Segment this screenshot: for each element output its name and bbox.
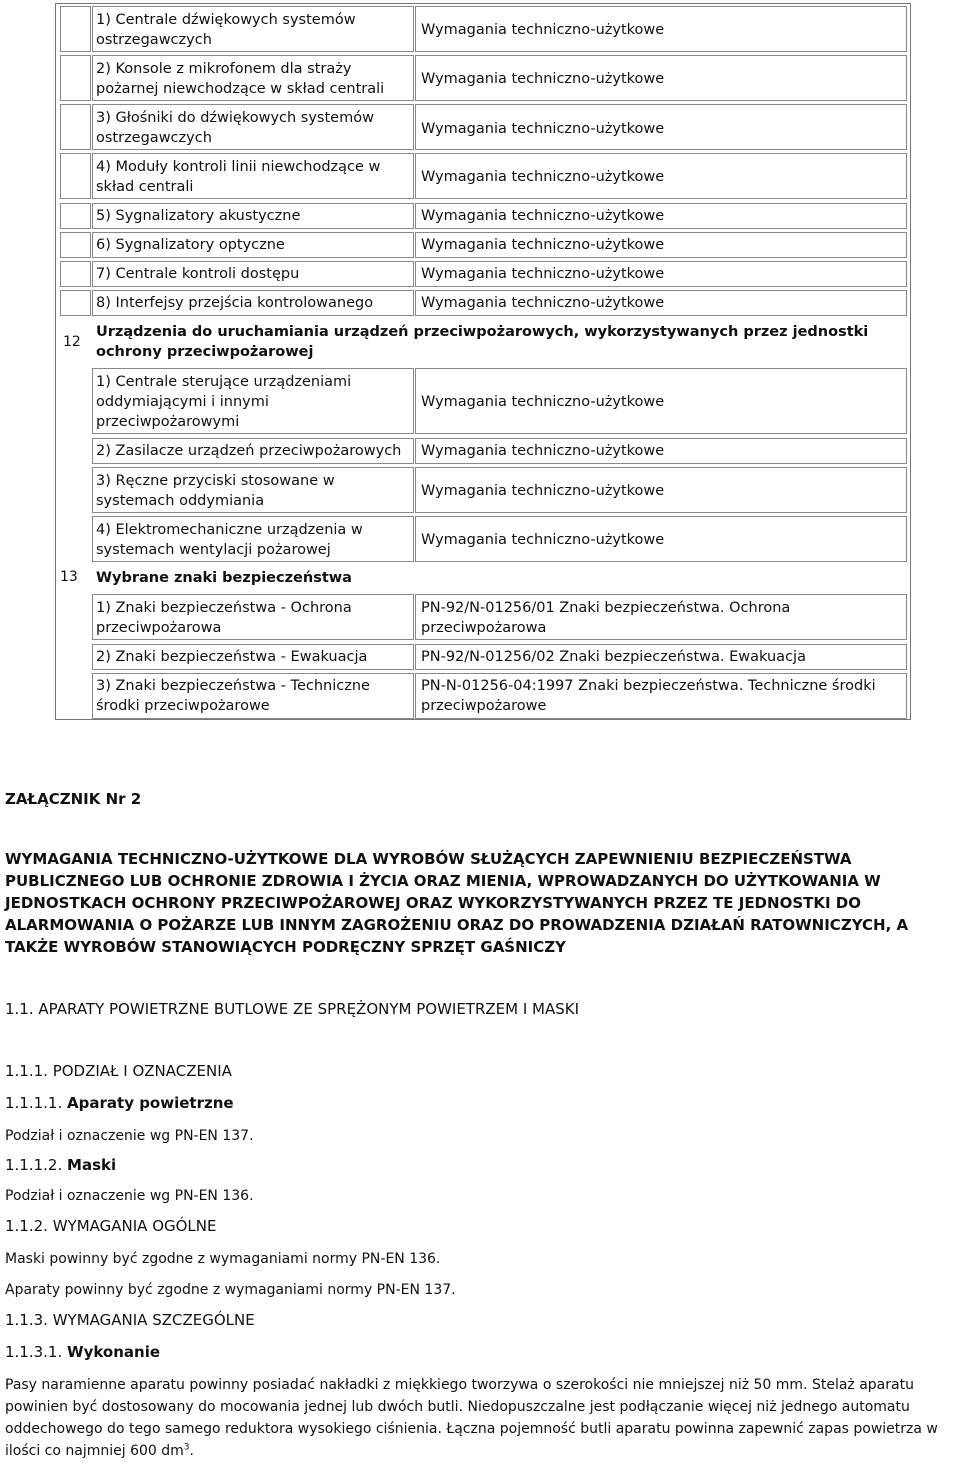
superscript: 3 xyxy=(183,1442,190,1453)
row-label: 6) Sygnalizatory optyczne xyxy=(96,237,285,253)
row-label: 3) Znaki bezpieczeństwa - Techniczne środki przeciwpożarowe xyxy=(96,678,370,714)
row-requirement: Wymagania techniczno-użytkowe xyxy=(421,443,665,459)
row-requirement: Wymagania techniczno-użytkowe xyxy=(421,266,665,282)
row-label: 1) Znaki bezpieczeństwa - Ochrona przeciwpożarowa xyxy=(96,600,352,636)
row-label: 2) Zasilacze urządzeń przeciwpożarowych xyxy=(96,443,402,459)
row-label: 4) Elektromechaniczne urządzenia w systemach wentylacji pożarowej xyxy=(96,522,363,558)
subsection-heading xyxy=(5,1092,234,1114)
row-requirement: PN-92/N-01256/01 Znaki bezpieczeństwa. Ochrona przeciwpożarowa xyxy=(421,600,791,636)
row-label: 2) Znaki bezpieczeństwa - Ewakuacja xyxy=(96,649,368,665)
empty-number-cell xyxy=(60,55,91,101)
paragraph-text: Pasy naramienne aparatu powinny posiadać nakładki z miękkiego tworzywa o szerokości nie mniejszej niż 50 mm. Stelaż aparatu powinien być dostosowany do mocowania jednej lub dwóch butli. Niedopuszczalne jest podłączanie więcej niż jednego automatu oddechowego do tego samego reduktora wysokiego ciśnienia. Łączna pojemność butli aparatu powinna zapewnić zapas powietrza w ilości co najmniej 600 dm xyxy=(5,1377,938,1459)
section-heading: 1.1. APARATY POWIETRZNE BUTLOWE ZE SPRĘŻONYM POWIETRZEM I MASKI xyxy=(5,1000,580,1018)
subsection-heading xyxy=(5,1154,116,1176)
row-requirement: Wymagania techniczno-użytkowe xyxy=(421,121,665,137)
row-requirement: Wymagania techniczno-użytkowe xyxy=(421,237,665,253)
row-requirement: Wymagania techniczno-użytkowe xyxy=(421,532,665,548)
row-label: 1) Centrale dźwiękowych systemów ostrzegawczych xyxy=(96,12,356,48)
row-requirement: Wymagania techniczno-użytkowe xyxy=(421,22,665,38)
subsection-number: 1.1.3.1. xyxy=(5,1343,63,1361)
paragraph: Maski powinny być zgodne z wymaganiami normy PN-EN 136. xyxy=(5,1251,441,1267)
row-requirement: PN-N-01256-04:1997 Znaki bezpieczeństwa. Techniczne środki przeciwpożarowe xyxy=(421,678,876,714)
row-requirement: Wymagania techniczno-użytkowe xyxy=(421,169,665,185)
section-title: Wybrane znaki bezpieczeństwa xyxy=(96,570,352,586)
annex-title: ZAŁĄCZNIK Nr 2 xyxy=(5,790,142,808)
section-heading: 1.1.2. WYMAGANIA OGÓLNE xyxy=(5,1217,217,1235)
paragraph: Aparaty powinny być zgodne z wymaganiami normy PN-EN 137. xyxy=(5,1282,456,1298)
subsection-title: Maski xyxy=(67,1156,117,1174)
section-title: Urządzenia do uruchamiania urządzeń przeciwpożarowych, wykorzystywanych przez jednostki ochrony przeciwpożarowej xyxy=(96,324,869,360)
empty-number-cell xyxy=(60,290,91,316)
empty-number-cell xyxy=(60,6,91,52)
row-label: 3) Ręczne przyciski stosowane w systemach oddymiania xyxy=(96,473,335,509)
annex-heading: WYMAGANIA TECHNICZNO-UŻYTKOWE DLA WYROBÓW SŁUŻĄCYCH ZAPEWNIENIU BEZPIECZEŃSTWA PUBLICZNEGO LUB OCHRONIE ZDROWIA I ŻYCIA ORAZ MIENIA, WPROWADZANYCH DO UŻYTKOWANIA W JEDNOSTKACH OCHRONY PRZECIWPOŻAROWEJ ORAZ WYKORZYSTYWANYCH PRZEZ TE JEDNOSTKI DO ALARMOWANIA O POŻARZE LUB INNYM ZAGROŻENIU ORAZ DO PROWADZENIA DZIAŁAŃ RATOWNICZYCH, A TAKŻE WYROBÓW STANOWIĄCYCH PODRĘCZNY SPRZĘT GAŚNICZY xyxy=(5,850,909,956)
paragraph: Podział i oznaczenie wg PN-EN 136. xyxy=(5,1188,254,1204)
row-requirement: Wymagania techniczno-użytkowe xyxy=(421,295,665,311)
row-label: 3) Głośniki do dźwiękowych systemów ostrzegawczych xyxy=(96,110,374,146)
row-label: 1) Centrale sterujące urządzeniami oddymiającymi i innymi przeciwpożarowymi xyxy=(96,374,352,430)
row-label: 4) Moduły kontroli linii niewchodzące w skład centrali xyxy=(96,159,381,195)
empty-number-cell xyxy=(60,232,91,258)
row-requirement: Wymagania techniczno-użytkowe xyxy=(421,71,665,87)
paragraph xyxy=(5,1374,955,1462)
section-number: 12 xyxy=(63,334,81,350)
paragraph: Podział i oznaczenie wg PN-EN 137. xyxy=(5,1128,254,1144)
subsection-title: Wykonanie xyxy=(67,1343,161,1361)
empty-number-cell xyxy=(60,153,91,199)
row-requirement: Wymagania techniczno-użytkowe xyxy=(421,208,665,224)
row-label: 5) Sygnalizatory akustyczne xyxy=(96,208,301,224)
empty-number-cell xyxy=(60,104,91,150)
section-number: 13 xyxy=(60,569,78,585)
subsection-title: Aparaty powietrzne xyxy=(67,1094,234,1112)
empty-number-cell xyxy=(60,203,91,229)
row-label: 7) Centrale kontroli dostępu xyxy=(96,266,300,282)
row-label: 8) Interfejsy przejścia kontrolowanego xyxy=(96,295,374,311)
subsection-number: 1.1.1.2. xyxy=(5,1156,63,1174)
empty-number-cell xyxy=(60,261,91,287)
row-requirement: Wymagania techniczno-użytkowe xyxy=(421,483,665,499)
section-heading: 1.1.1. PODZIAŁ I OZNACZENIA xyxy=(5,1062,232,1080)
row-requirement: PN-92/N-01256/02 Znaki bezpieczeństwa. Ewakuacja xyxy=(421,649,806,665)
row-requirement: Wymagania techniczno-użytkowe xyxy=(421,394,665,410)
subsection-heading xyxy=(5,1341,160,1363)
section-heading: 1.1.3. WYMAGANIA SZCZEGÓLNE xyxy=(5,1311,255,1329)
subsection-number: 1.1.1.1. xyxy=(5,1094,63,1112)
row-label: 2) Konsole z mikrofonem dla straży pożarnej niewchodzące w skład centrali xyxy=(96,61,385,97)
paragraph-end: . xyxy=(189,1443,194,1459)
